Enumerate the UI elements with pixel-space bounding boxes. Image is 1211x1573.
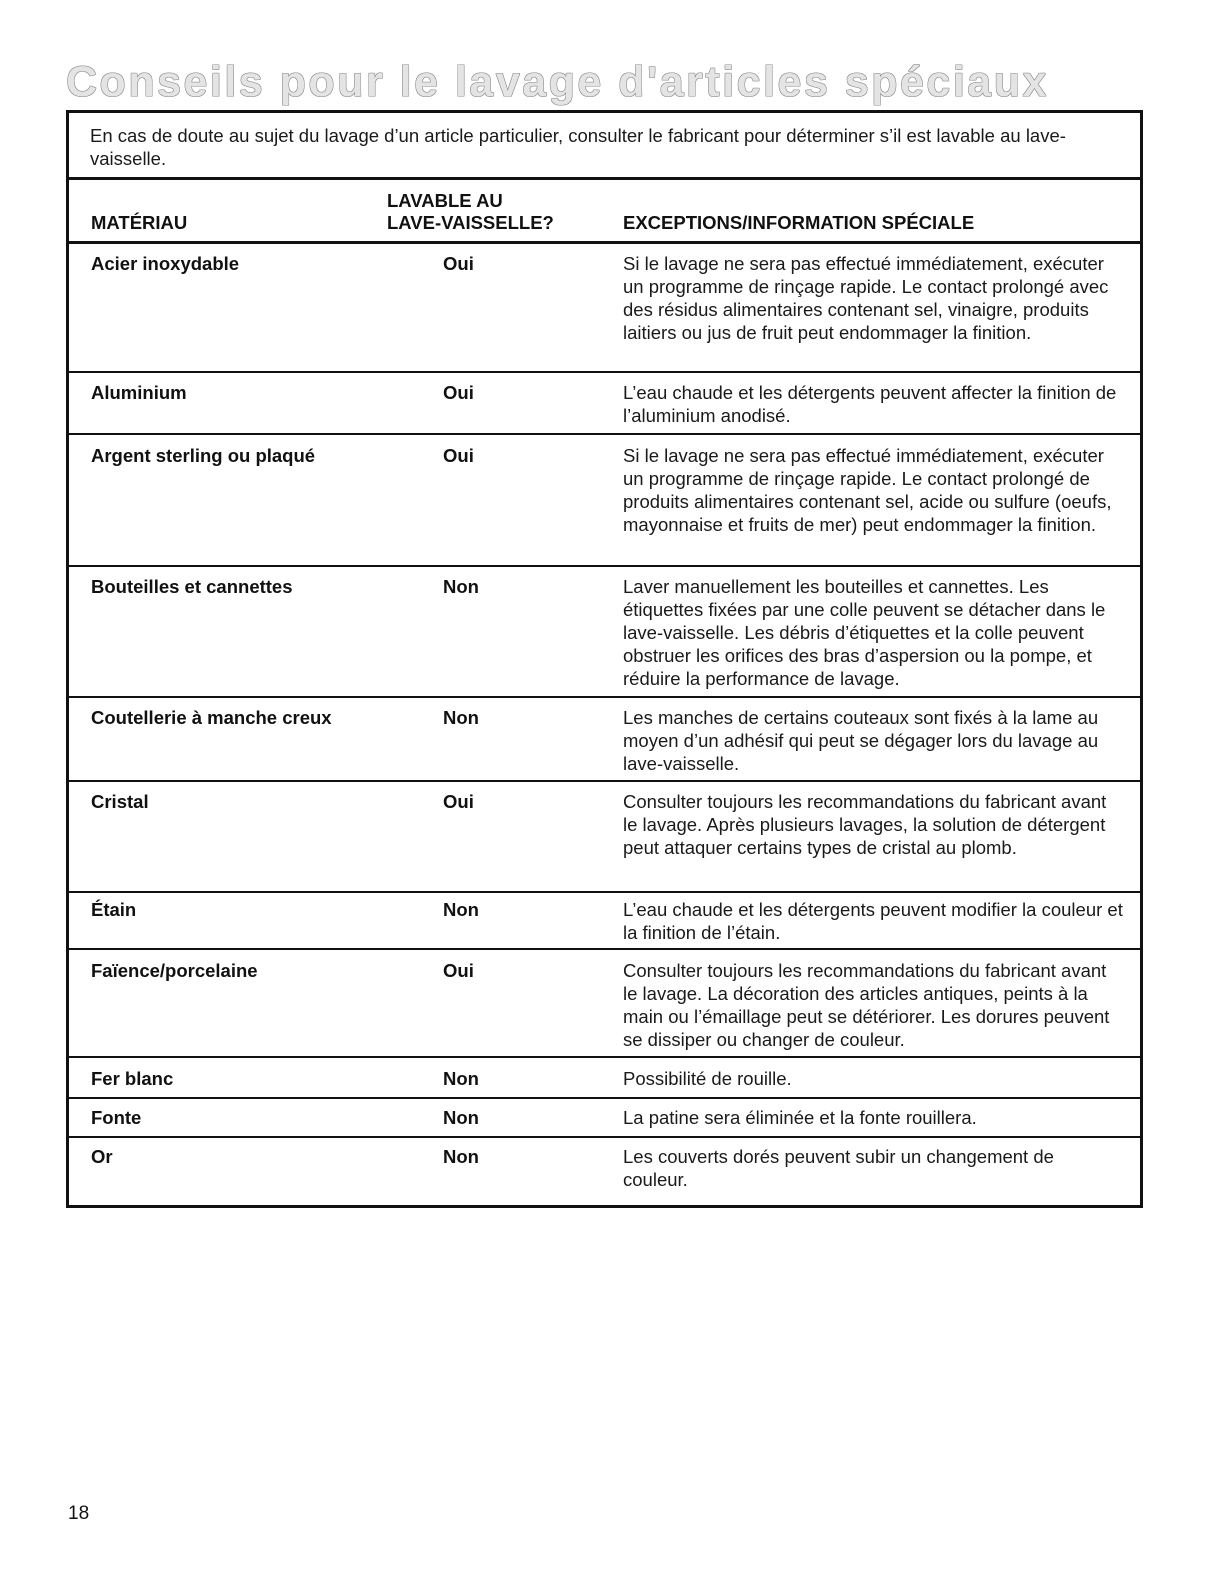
material-name: Or bbox=[91, 1146, 113, 1167]
material-name: Coutellerie à manche creux bbox=[91, 707, 332, 728]
washable-value: Oui bbox=[443, 382, 474, 403]
info-text: Consulter toujours les recommandations du fabricant avant le lavage. Après plusieurs lavages, la solution de détergent peut attaquer certains types de cristal au plomb. bbox=[623, 791, 1107, 858]
washable-value: Non bbox=[443, 1068, 479, 1089]
material-name: Faïence/porcelaine bbox=[91, 960, 258, 981]
washable-value: Oui bbox=[443, 445, 474, 466]
table-row bbox=[68, 567, 1141, 696]
info-text: Possibilité de rouille. bbox=[623, 1068, 792, 1089]
info-text: L’eau chaude et les détergents peuvent affecter la finition de l’aluminium anodisé. bbox=[623, 382, 1117, 426]
info-text: Les manches de certains couteaux sont fixés à la lame au moyen d’un adhésif qui peut se dégager lors du lavage au lave-vaisselle. bbox=[623, 707, 1099, 774]
material-name: Aluminium bbox=[91, 382, 187, 403]
material-name: Cristal bbox=[91, 791, 149, 812]
header-material: MATÉRIAU bbox=[91, 212, 188, 233]
header-info: EXCEPTIONS/INFORMATION SPÉCIALE bbox=[623, 212, 975, 233]
info-text: Si le lavage ne sera pas effectué immédiatement, exécuter un programme de rinçage rapide. Le contact prolongé de produits alimentaires contenant sel, acide ou sulfure (oeufs, mayonnaise et fruits de mer) peut endommager la finition. bbox=[623, 445, 1112, 535]
info-text: La patine sera éliminée et la fonte rouillera. bbox=[623, 1107, 977, 1128]
material-name: Argent sterling ou plaqué bbox=[91, 445, 316, 466]
washable-value: Oui bbox=[443, 960, 474, 981]
divider bbox=[68, 1056, 1141, 1058]
washable-value: Non bbox=[443, 707, 479, 728]
washable-value: Non bbox=[443, 899, 479, 920]
washable-value: Non bbox=[443, 1107, 479, 1128]
table-row bbox=[68, 373, 1141, 433]
table-row bbox=[68, 782, 1141, 890]
page-number: 18 bbox=[68, 1503, 90, 1524]
divider bbox=[68, 177, 1141, 180]
table-row bbox=[68, 1098, 1141, 1136]
table-row bbox=[68, 436, 1141, 565]
divider bbox=[68, 433, 1141, 435]
table-row bbox=[68, 1059, 1141, 1097]
info-text: Les couverts dorés peuvent subir un changement de couleur. bbox=[623, 1146, 1054, 1190]
material-name: Fonte bbox=[91, 1107, 142, 1128]
table-row bbox=[68, 1137, 1141, 1205]
divider bbox=[68, 948, 1141, 950]
table-row bbox=[68, 890, 1141, 947]
header-washable-line2: LAVE-VAISSELLE? bbox=[387, 212, 554, 233]
page-title: Conseils pour le lavage d'articles spéciaux bbox=[66, 58, 1049, 106]
washable-value: Non bbox=[443, 1146, 479, 1167]
header-washable-line1: LAVABLE AU bbox=[387, 190, 503, 211]
info-text: Consulter toujours les recommandations du fabricant avant le lavage. La décoration des articles antiques, peints à la main ou l’émaillage peut se détériorer. Les dorures peuvent se dissiper ou changer de couleur. bbox=[623, 960, 1110, 1050]
intro-text: En cas de doute au sujet du lavage d’un article particulier, consulter le fabricant pour déterminer s’il est lavable au lave-vaisselle. bbox=[90, 125, 1066, 169]
washable-value: Oui bbox=[443, 791, 474, 812]
info-text: Si le lavage ne sera pas effectué immédiatement, exécuter un programme de rinçage rapide. Le contact prolongé avec des résidus alimentaires contenant sel, vinaigre, produits laitiers ou jus de fruit peut endommager la finition. bbox=[623, 253, 1109, 343]
table-row bbox=[68, 698, 1141, 780]
washable-value: Oui bbox=[443, 253, 474, 274]
washable-value: Non bbox=[443, 576, 479, 597]
info-text: Laver manuellement les bouteilles et cannettes. Les étiquettes fixées par une colle peuvent se détacher dans le lave-vaisselle. Les débris d’étiquettes et la colle peuvent obstruer les orifices des bras d’aspersion ou la pompe, et réduire la performance de lavage. bbox=[623, 576, 1106, 689]
material-name: Bouteilles et cannettes bbox=[91, 576, 293, 597]
material-name: Étain bbox=[91, 899, 137, 920]
table-row bbox=[68, 951, 1141, 1057]
material-name: Acier inoxydable bbox=[91, 253, 240, 274]
table-row bbox=[68, 244, 1141, 371]
material-name: Fer blanc bbox=[91, 1068, 174, 1089]
info-text: L’eau chaude et les détergents peuvent modifier la couleur et la finition de l’étain. bbox=[623, 899, 1123, 943]
